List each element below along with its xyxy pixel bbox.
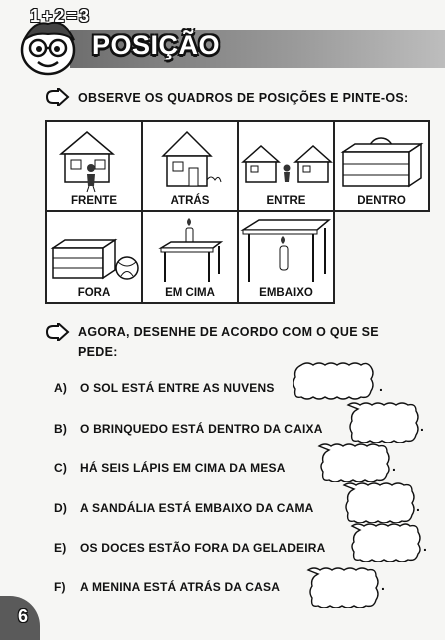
page-number-tab [0,596,40,640]
task-text: O SOL ESTÁ ENTRE AS NUVENS [80,381,275,395]
task-letter: B) [54,422,68,436]
position-label: ENTRE [266,195,306,207]
position-card-em-cima[interactable] [141,210,239,304]
instruction-observe: OBSERVE OS QUADROS DE POSIÇÕES E PINTE-OS: [78,91,409,105]
position-card-embaixo[interactable] [237,210,335,304]
task-letter: F) [54,580,66,594]
task-text: A MENINA ESTÁ ATRÁS DA CASA [80,580,281,594]
task-row [54,461,286,475]
header-formula: 1+2=3 [30,6,92,26]
task-period: . [381,577,385,593]
page-title: POSIÇÃO [92,30,221,60]
drawing-cloud-box[interactable] [344,522,424,562]
task-row [54,580,280,594]
position-label: FRENTE [71,195,117,207]
drawing-cloud-box[interactable] [311,442,393,482]
position-card-atras[interactable] [141,120,239,212]
instruction-draw-line2: PEDE: [78,345,118,359]
drawing-cloud-box[interactable] [293,361,379,401]
page-number: 6 [18,606,29,626]
drawing-cloud-box[interactable] [340,401,422,443]
task-text: O BRINQUEDO ESTÁ DENTRO DA CAIXA [80,422,323,436]
task-row [54,381,275,395]
instruction-draw-line1: AGORA, DESENHE DE ACORDO COM O QUE SE [78,325,379,339]
task-text: HÁ SEIS LÁPIS EM CIMA DA MESA [80,461,286,475]
task-row [54,541,326,555]
position-card-entre[interactable] [237,120,335,212]
arrow-right-icon [44,88,70,106]
arrow-right-icon [44,323,70,341]
position-label: EM CIMA [165,287,215,299]
task-period: . [379,378,383,394]
drawing-cloud-box[interactable] [336,481,418,523]
position-label: DENTRO [357,195,406,207]
position-card-dentro[interactable] [333,120,430,212]
task-text: OS DOCES ESTÃO FORA DA GELADEIRA [80,541,326,555]
position-card-frente[interactable] [45,120,143,212]
task-row [54,501,314,515]
task-letter: A) [54,381,68,395]
task-period: . [420,418,424,434]
positions-grid [45,120,430,304]
task-letter: E) [54,541,67,555]
task-letter: D) [54,501,68,515]
position-label: FORA [77,287,111,299]
drawing-cloud-box[interactable] [300,566,382,608]
position-label: EMBAIXO [259,287,313,299]
position-card-fora[interactable] [45,210,143,304]
position-label: ATRÁS [170,195,210,207]
task-period: . [423,538,427,554]
task-period: . [416,498,420,514]
task-text: A SANDÁLIA ESTÁ EMBAIXO DA CAMA [80,501,314,515]
task-row [54,422,323,436]
task-period: . [392,458,396,474]
task-letter: C) [54,461,68,475]
